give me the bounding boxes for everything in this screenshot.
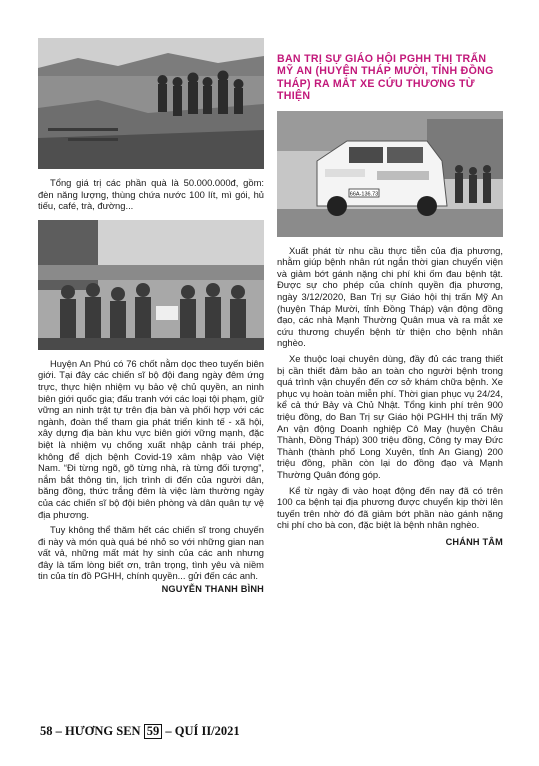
photo-ambulance — [277, 111, 503, 237]
author-signature: NGUYỄN THANH BÌNH — [161, 584, 264, 595]
author-signature: CHÁNH TÂM — [445, 536, 503, 547]
page-number: 58 — [40, 724, 53, 738]
photo-caption: Tổng giá trị các phần quà là 50.000.000đ, gồm: đèn năng lượng, thùng chứa nước 100 lít, mì gói, hủ tiếu, café, trà, đường... — [38, 177, 264, 212]
article-headline: BAN TRỊ SỰ GIÁO HỘI PGHH THỊ TRẤN MỸ AN (HUYỆN THÁP MƯỜI, TỈNH ĐỒNG THÁP) RA MẮT XE CỨU THƯƠNG TỪ THIỆN — [277, 53, 494, 103]
footer-dash: – — [55, 724, 62, 738]
left-column — [38, 38, 264, 594]
body-paragraph: Tuy không thể thăm hết các chiến sĩ trong chuyến đi này và món quà quá bé nhỏ so với những gian nan vất vả, những mất mát hy sinh của các anh nhưng đây là tấm lòng biết ơn, trân trọng, tình yêu và niềm tin của tín đồ PGHH, chính quyền... gửi đến các anh. — [38, 524, 264, 582]
issue-period: – QUÍ II/2021 — [165, 724, 240, 738]
page-footer — [40, 724, 240, 739]
magazine-name: HƯƠNG SEN — [65, 724, 141, 738]
photo-border-visit — [38, 38, 264, 169]
issue-number: 59 — [144, 724, 163, 739]
photo-border-visit-image — [38, 38, 264, 169]
photo-gift-handover-image — [38, 220, 264, 350]
body-paragraph: Xe thuộc loại chuyên dùng, đầy đủ các trang thiết bị cần thiết đảm bảo an toàn cho người bệnh trong quá trình vận chuyển đến cơ sở khám chữa bệnh. Xe phục vụ hoàn toàn miễn phí. Thời gian phục vụ 24/24, kể cả thứ Bảy và Chủ Nhật. Tổng kinh phí trên 900 triệu đồng, do Ban Trị sự Giáo hội PGHH thị trấn Mỹ An vận động Doanh nghiệp Cô May (huyện Châu Thành, Đồng Tháp) 300 triệu đồng, Công ty may Đức Thành (thành phố Long Xuyên, tỉnh An Giang) 200 triệu đồng, phần còn lại do đồng đạo và Mạnh Thường Quân đóng góp. — [277, 352, 503, 480]
body-paragraph: Huyện An Phú có 76 chốt nằm dọc theo tuyến biên giới. Tại đây các chiến sĩ bộ đội đang ngày đêm ứng trực, thực hiện nhiệm vụ bảo vệ chủ quyền, an ninh biên giới quốc gia; đấu tranh với các loại tội phạm, giữ vững an ninh trật tự trên địa bàn và phối hợp với các ngành, đoàn thể tham gia phát triển kinh tế - xã hội, xây dựng địa bàn khu vực biên giới vững mạnh, đặc biệt là nhiệm vụ chống xuất nhập cảnh trái phép, không để dịch bệnh Covid-19 xâm nhập vào Việt Nam. “Đi từng ngõ, gõ từng nhà, rà từng đối tượng”, nắm bắt thông tin, lịch trình di đến của người dân, băng đồng, thức trắng đêm là việc làm thường ngày của các chiến sĩ bộ đội biên phòng và dân quân tự vệ địa phương. — [38, 357, 264, 520]
body-paragraph: Kể từ ngày đi vào hoạt động đến nay đã có trên 100 ca bệnh tại địa phương được chuyển kịp thời lên tuyến trên nhờ đó đã giảm bớt phần nào gánh nặng chi phí cho bà con, đặc biệt là bệnh nhân nghèo. — [277, 484, 503, 531]
photo-ambulance-image — [277, 111, 503, 237]
photo-gift-handover — [38, 220, 264, 350]
right-column — [277, 53, 503, 547]
body-paragraph: Xuất phát từ nhu cầu thực tiễn của địa phương, nhằm giúp bệnh nhân rút ngắn thời gian chuyển viện và giảm bớt gánh nặng chi phí khi ốm đau bệnh tật. Được sự cho phép của chính quyền địa phương, ngày 3/12/2020, Ban Trị sự Giáo hội thị trấn Mỹ An (huyện Tháp Mười, tỉnh Đồng Tháp) vận động đồng đạo, các nhà Mạnh Thường Quân mua và ra mắt xe cứu thương chuyển bệnh từ thiện cho bệnh nhân nghèo. — [277, 244, 503, 349]
license-plate: 66A-136.73 — [349, 191, 379, 198]
